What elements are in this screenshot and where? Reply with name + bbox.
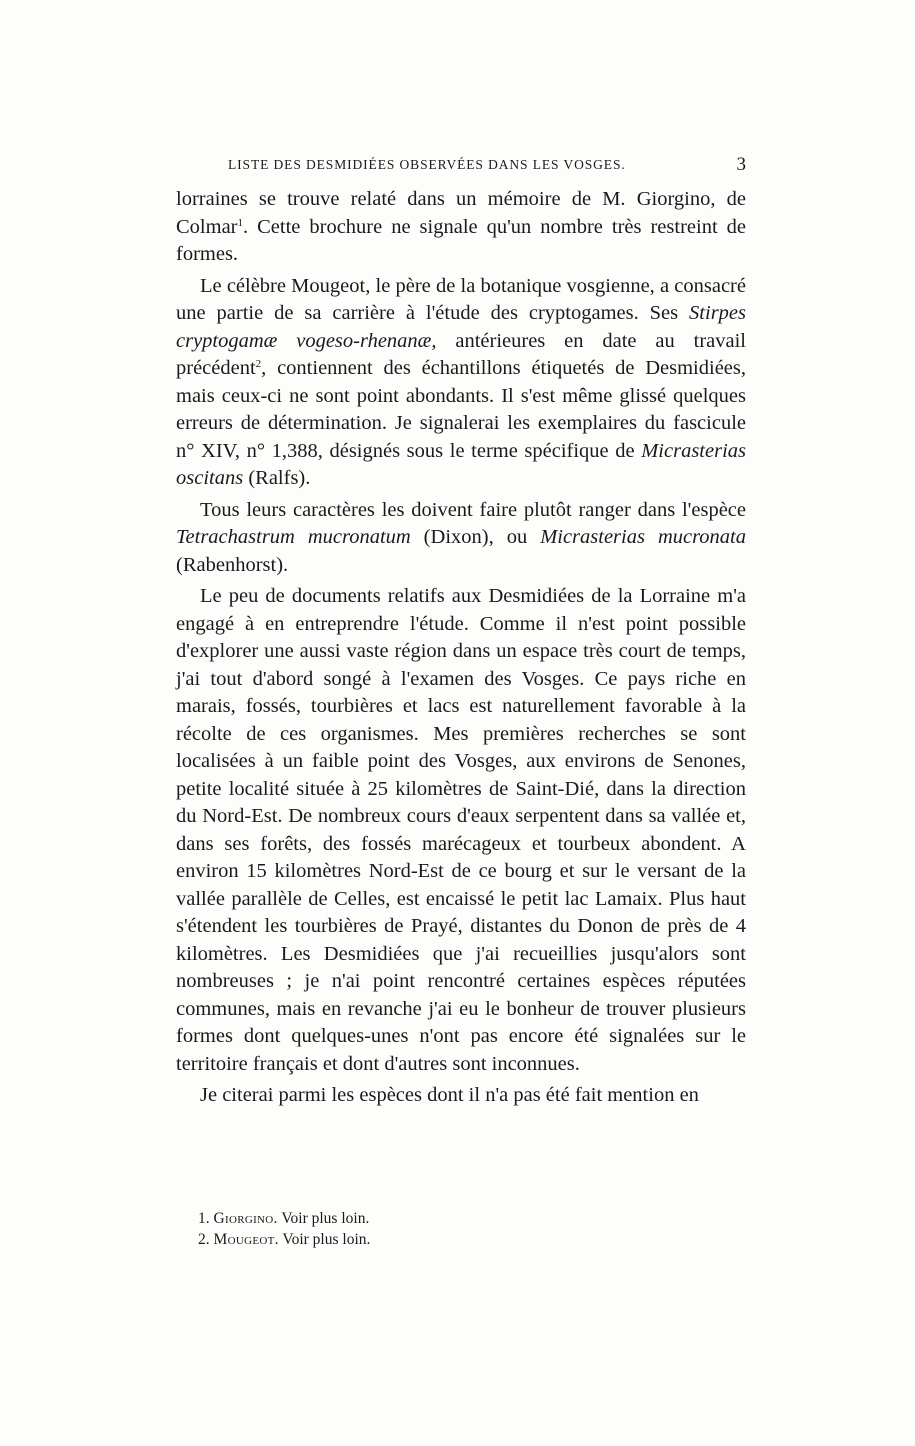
footnote xyxy=(198,1229,558,1250)
paragraph: Tous leurs caractères les doivent faire plutôt ranger dans l'espèce Tetrachastrum mucronatum (Dixon), ou Micrasterias mucronata (Rabenhorst). xyxy=(176,498,747,576)
footnote-ref: 2 xyxy=(255,358,262,370)
page-number: 3 xyxy=(736,154,746,175)
latin-title: Stirpes cryptogamæ vogeso-rhenanæ, xyxy=(176,302,746,352)
species-name: Micrasterias oscitans xyxy=(176,439,746,489)
paragraph: Le peu de documents relatifs aux Desmidiées de la Lorraine m'a engagé à en entreprendre l'étude. Comme il n'est point possible d'explorer une aussi vaste région dans un espace très court de temps, j'ai tout d'abord songé à l'examen des Vosges. Ce pays riche en marais, fossés, tourbières et lacs est naturellement favorable à la récolte de ces organismes. Mes premières recherches se sont localisées à un faible point des Vosges, aux environs de Senones, petite localité située à 25 kilomètres de Saint-Dié, dans la direction du Nord-Est. De nombreux cours d'eaux serpentent dans sa vallée et, dans ses forêts, des fossés marécageux et tourbeux abondent. A environ 15 kilomètres Nord-Est de ce bourg et sur le versant de la vallée parallèle de Celles, est encaissé le petit lac Lamaix. Plus haut s'étendent les tourbières de Prayé, distantes du Donon de près de 4 kilomètres. Les Desmidiées que j'ai recueillies jusqu'alors sont nombreuses ; je n'ai point rencontré certaines espèces réputées communes, mais en revanche j'ai eu le bonheur de trouver plusieurs formes dont quelques-unes n'ont pas encore été signalées sur le territoire français et dont d'autres sont inconnues. xyxy=(176,585,746,1075)
species-name: Micrasterias mucronata xyxy=(540,526,747,548)
running-header xyxy=(228,154,746,179)
footnote-text: Voir plus loin. xyxy=(281,1210,370,1227)
footnote-author: Mougeot. xyxy=(213,1231,279,1248)
paragraph: lorraines se trouve relaté dans un mémoire de M. Giorgino, de Colmar$^1$. Cette brochure ne signale qu'un nombre très restreint de formes. xyxy=(176,188,746,265)
footnote-number: 1. xyxy=(198,1210,210,1227)
footnote-ref: 1 xyxy=(237,216,243,229)
footnote-text: Voir plus loin. xyxy=(282,1231,371,1248)
species-name: Tetrachastrum mucronatum xyxy=(176,526,411,548)
footnote-author: Giorgino. xyxy=(213,1210,278,1227)
footnote-number: 2. xyxy=(198,1231,210,1248)
paragraph: Je citerai parmi les espèces dont il n'a pas été fait mention en xyxy=(200,1084,699,1106)
paragraph: Le célèbre Mougeot, le père de la botanique vosgienne, a consacré une partie de sa carrière à l'étude des cryptogames. Ses Stirpes cryptogamæ vogeso-rhenanæ, antérieures en date au travail précédent$^2$, contiennent des échantillons étiquetés de Desmidiées, mais ceux-ci ne sont point abondants. Il s'est même glissé quelques erreurs de détermination. Je signalerai les exemplaires du fascicule n° XIV, n° 1,388, désignés sous le terme spécifique de Micrasterias oscitans (Ralfs). xyxy=(176,274,746,489)
body-text xyxy=(176,186,746,1114)
footnotes xyxy=(198,1208,558,1250)
footnote xyxy=(198,1208,558,1229)
running-title: LISTE DES DESMIDIÉES OBSERVÉES DANS LES VOSGES. xyxy=(228,157,626,172)
